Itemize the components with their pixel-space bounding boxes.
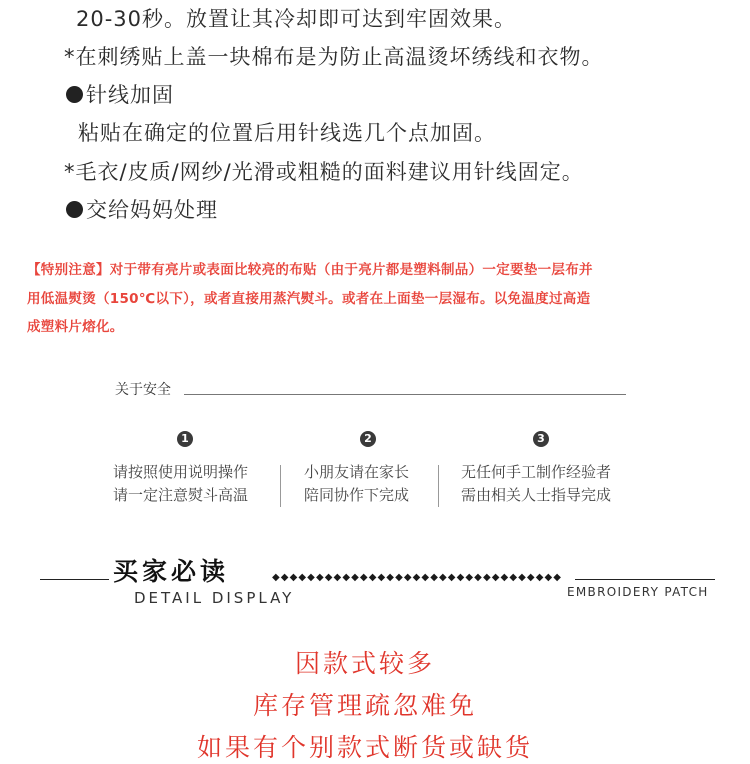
bottom-line-2: 库存管理疏忽难免 bbox=[252, 691, 477, 720]
instruction-heading-needle bbox=[66, 79, 174, 109]
safety-title: 关于安全 bbox=[115, 382, 171, 398]
instruction-line-2: *在刺绣贴上盖一块棉布是为防止高温烫坏绣线和衣物。 bbox=[64, 45, 604, 69]
safety-divider-2 bbox=[438, 465, 439, 507]
notice-line-2: 用低温熨烫（150℃以下），或者直接用蒸汽熨斗。或者在上面垫一层湿布。以免温度过高造 bbox=[27, 291, 591, 307]
must-read-title: 买家必读 bbox=[113, 557, 230, 586]
diamond-divider-icon: ◆◆◆◆◆◆◆◆◆◆◆◆◆◆◆◆◆◆◆◆◆◆◆◆◆◆◆◆◆◆◆◆◆ bbox=[272, 572, 563, 583]
safety-divider-1 bbox=[280, 465, 281, 507]
instruction-line-5: *毛衣/皮质/网纱/光滑或粗糙的面料建议用针线固定。 bbox=[64, 160, 584, 184]
instruction-line-4: 粘贴在确定的位置后用针线选几个点加固。 bbox=[78, 121, 496, 145]
embroidery-patch-tag: EMBROIDERY PATCH bbox=[567, 585, 709, 599]
instruction-heading-needle-text: 针线加固 bbox=[86, 83, 174, 107]
header-right-rule bbox=[575, 579, 715, 580]
instruction-heading-mom-text: 交给妈妈处理 bbox=[86, 198, 218, 222]
safety-tip-2 bbox=[304, 461, 409, 507]
safety-tip-3-line-2: 需由相关人士指导完成 bbox=[461, 486, 612, 504]
notice-line-3: 成塑料片熔化。 bbox=[27, 319, 124, 335]
bullet-dot-icon bbox=[66, 201, 83, 218]
safety-tip-3 bbox=[461, 461, 611, 507]
instruction-heading-mom bbox=[66, 194, 218, 224]
bottom-line-1: 因款式较多 bbox=[294, 649, 435, 678]
safety-title-rule bbox=[184, 394, 626, 395]
header-left-rule bbox=[40, 579, 109, 580]
bottom-line-3: 如果有个别款式断货或缺货 bbox=[196, 733, 533, 762]
detail-display-subtitle: DETAIL DISPLAY bbox=[134, 589, 295, 607]
safety-tip-2-line-1: 小朋友请在家长 bbox=[304, 463, 410, 481]
safety-number-1-icon: 1 bbox=[177, 431, 193, 447]
instruction-line-1: 20-30秒。放置让其冷却即可达到牢固效果。 bbox=[76, 7, 517, 31]
safety-tip-2-line-2: 陪同协作下完成 bbox=[304, 486, 410, 504]
safety-tip-1-line-2: 请一定注意熨斗高温 bbox=[113, 486, 249, 504]
safety-tip-3-line-1: 无任何手工制作经验者 bbox=[461, 463, 612, 481]
bullet-dot-icon bbox=[66, 86, 83, 103]
safety-number-3-icon: 3 bbox=[533, 431, 549, 447]
safety-tip-1-line-1: 请按照使用说明操作 bbox=[113, 463, 249, 481]
safety-number-2-icon: 2 bbox=[360, 431, 376, 447]
safety-tip-1 bbox=[113, 461, 248, 507]
notice-line-1: 【特别注意】对于带有亮片或表面比较亮的布贴（由于亮片都是塑料制品）一定要垫一层布并 bbox=[27, 262, 593, 278]
